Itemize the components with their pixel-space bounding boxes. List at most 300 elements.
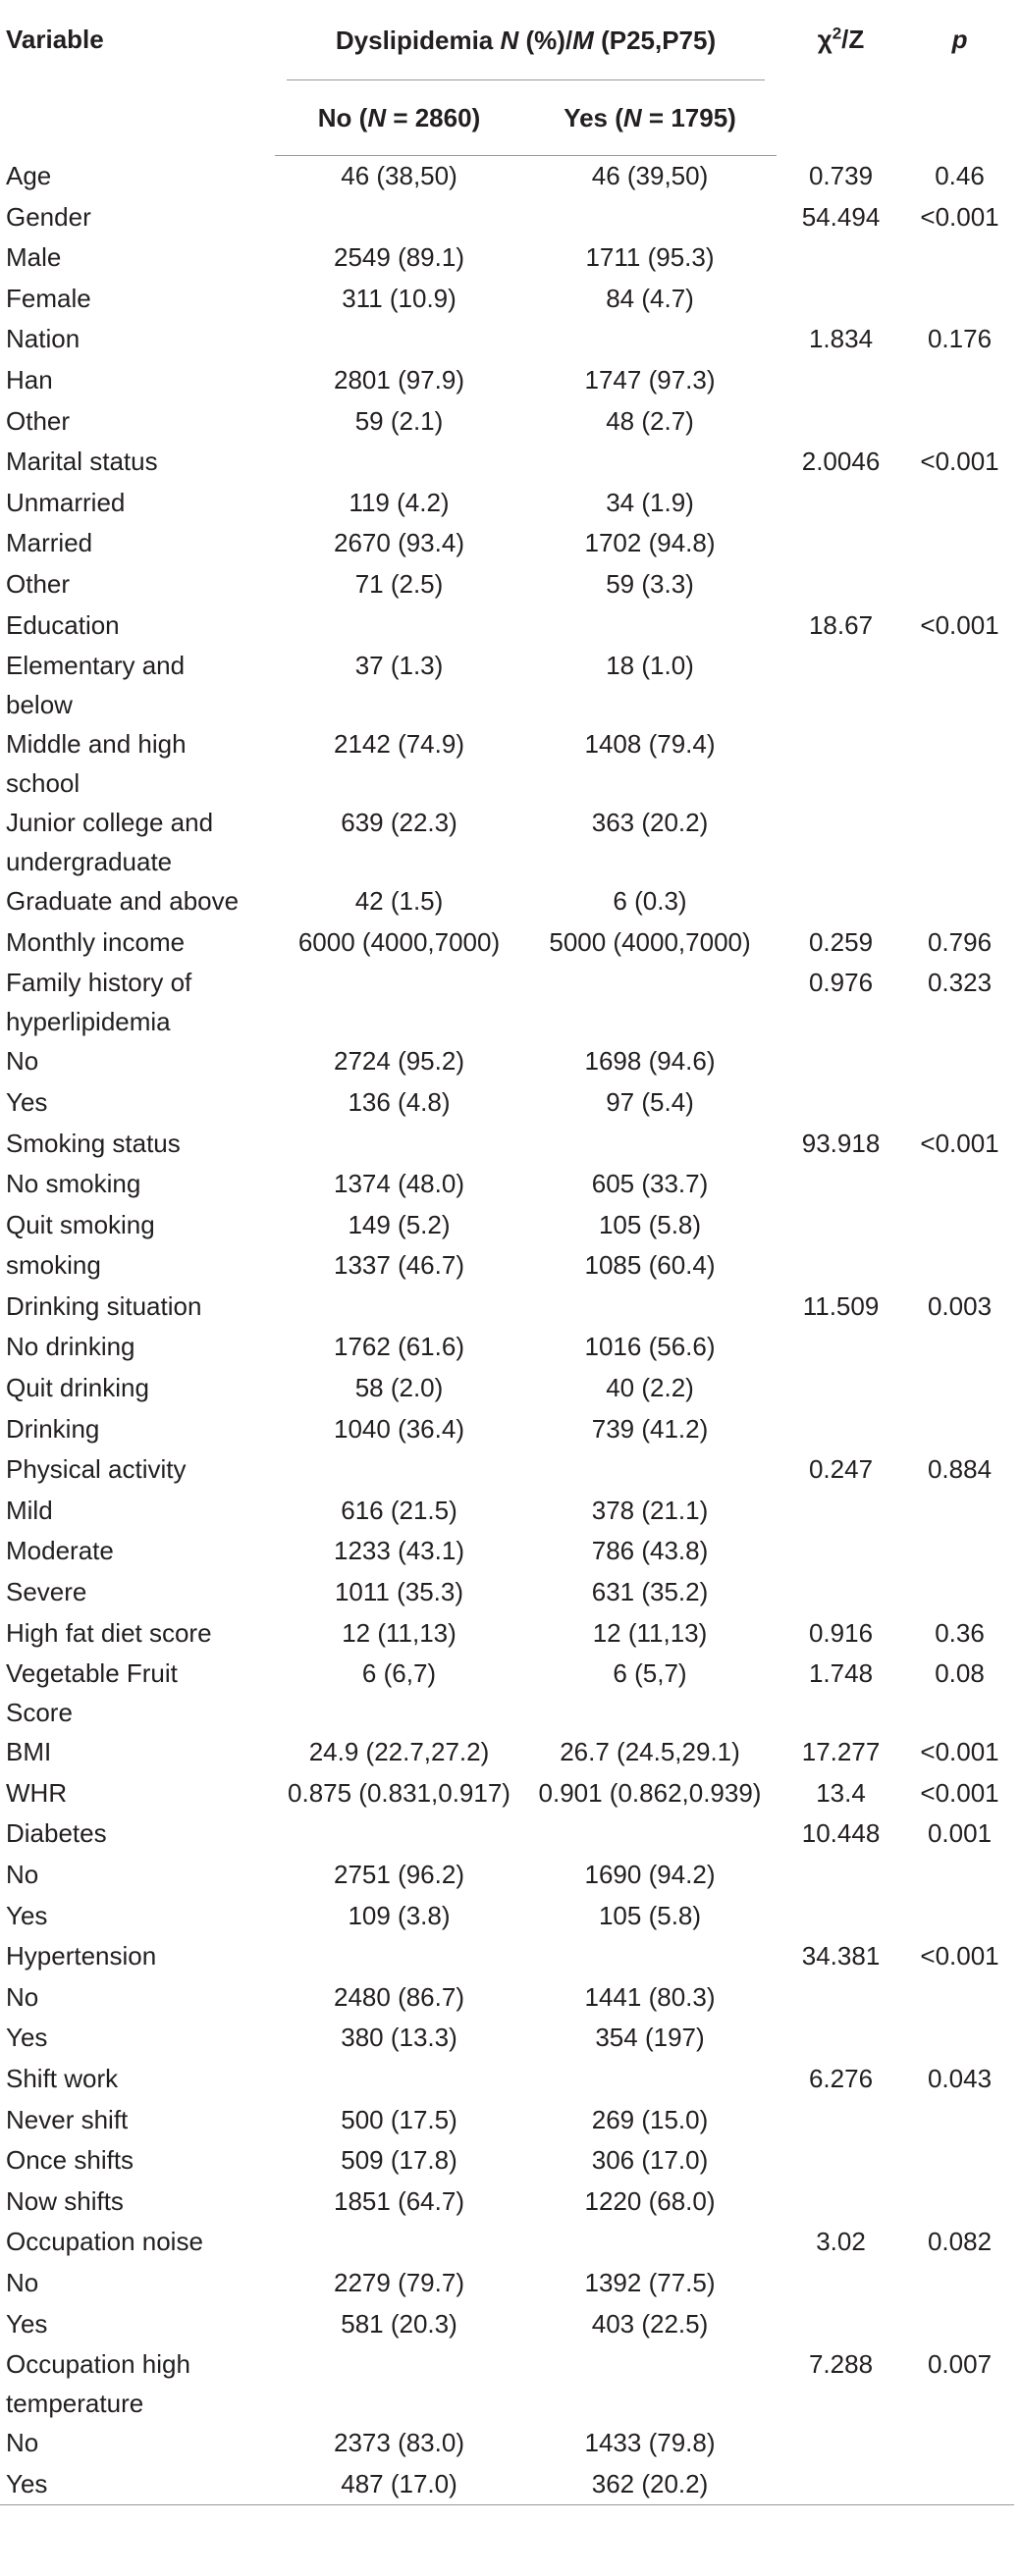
row-no-value: 59 (2.1): [354, 405, 444, 436]
table-row: [0, 2222, 1014, 2263]
row-no-value: [275, 442, 523, 483]
table-row: [0, 1654, 1014, 1732]
row-statistic: 2.0046: [801, 447, 881, 477]
table-row: [0, 1814, 1014, 1855]
row-variable: No: [6, 2428, 39, 2458]
table-row: [0, 2140, 1014, 2182]
row-variable: Elementary and below: [6, 651, 186, 720]
table-row: [0, 2423, 1014, 2464]
row-yes-value: 786 (43.8): [591, 1536, 709, 1566]
row-statistic: 11.509: [802, 1290, 880, 1321]
row-yes-value: [523, 1124, 777, 1165]
row-variable: Occupation noise: [6, 2227, 203, 2257]
row-p-value: [905, 2100, 1014, 2141]
row-yes-value: [523, 1287, 777, 1328]
row-p-value: [905, 523, 1014, 564]
row-p-value: [905, 564, 1014, 605]
row-variable: Junior college and undergraduate: [6, 808, 214, 877]
row-statistic: 93.918: [801, 1128, 881, 1158]
row-statistic: [777, 1164, 905, 1205]
row-statistic: [777, 1531, 905, 1572]
row-p-value: <0.001: [920, 1941, 999, 1971]
row-no-value: [275, 319, 523, 360]
table-row: [0, 237, 1014, 279]
row-no-value: 1762 (61.6): [334, 1332, 464, 1362]
row-no-value: 2549 (89.1): [334, 242, 464, 273]
row-statistic: [777, 1855, 905, 1896]
row-no-value: 500 (17.5): [341, 2104, 457, 2134]
row-yes-value: 105 (5.8): [598, 1209, 702, 1239]
row-variable: Drinking situation: [6, 1290, 202, 1321]
row-yes-value: [523, 319, 777, 360]
row-statistic: [777, 2263, 905, 2304]
row-no-value: 119 (4.2): [349, 487, 450, 517]
row-variable: Other: [6, 568, 71, 599]
row-statistic: 13.4: [816, 1777, 866, 1808]
row-no-value: 136 (4.8): [348, 1086, 451, 1117]
table-row: [0, 1205, 1014, 1246]
row-no-value: [275, 1936, 523, 1977]
row-no-value: 2373 (83.0): [334, 2428, 464, 2458]
row-p-value: [905, 1572, 1014, 1613]
row-no-value: 1851 (64.7): [334, 2185, 464, 2216]
row-no-value: 0.875 (0.831,0.917): [288, 1777, 510, 1808]
row-statistic: [777, 2182, 905, 2223]
table-row: [0, 1327, 1014, 1368]
table-row: [0, 1773, 1014, 1814]
row-statistic: [777, 360, 905, 401]
row-variable: Occupation high temperature: [6, 2349, 190, 2419]
row-statistic: 0.739: [808, 160, 874, 190]
row-statistic: [777, 401, 905, 443]
row-no-value: 109 (3.8): [348, 1900, 451, 1930]
table-row: [0, 1531, 1014, 1572]
row-p-value: 0.36: [935, 1617, 985, 1648]
row-statistic: [777, 1572, 905, 1613]
row-no-value: [275, 605, 523, 647]
row-no-value: 311 (10.9): [342, 283, 457, 313]
row-yes-value: [523, 2344, 777, 2423]
row-statistic: [777, 1409, 905, 1450]
table-row: [0, 401, 1014, 443]
row-p-value: <0.001: [920, 1128, 999, 1158]
row-p-value: 0.043: [927, 2063, 993, 2093]
row-yes-value: [523, 2059, 777, 2100]
row-statistic: [777, 1082, 905, 1124]
row-no-value: [275, 1814, 523, 1855]
header-variable: Variable: [6, 25, 104, 54]
row-p-value: [905, 1896, 1014, 1937]
table-row: [0, 1124, 1014, 1165]
row-no-value: [275, 1449, 523, 1491]
row-p-value: 0.46: [935, 160, 985, 190]
row-no-value: 581 (20.3): [341, 2308, 457, 2339]
row-p-value: 0.796: [927, 926, 993, 957]
table-row: [0, 1449, 1014, 1491]
row-statistic: [777, 881, 905, 922]
row-p-value: [905, 724, 1014, 803]
row-statistic: [777, 279, 905, 320]
row-variable: No: [6, 2267, 39, 2297]
row-p-value: 0.003: [927, 1290, 993, 1321]
row-yes-value: 97 (5.4): [606, 1086, 694, 1117]
row-statistic: [777, 2423, 905, 2464]
row-variable: Han: [6, 364, 53, 394]
row-yes-value: 631 (35.2): [591, 1577, 709, 1607]
row-yes-value: 1433 (79.8): [584, 2428, 716, 2458]
row-yes-value: [523, 605, 777, 647]
row-yes-value: [523, 1814, 777, 1855]
row-no-value: 2480 (86.7): [334, 1981, 464, 2012]
row-p-value: [905, 1041, 1014, 1082]
row-statistic: [777, 2140, 905, 2182]
row-yes-value: [523, 1449, 777, 1491]
row-statistic: [777, 646, 905, 724]
table-row: [0, 1936, 1014, 1977]
table-row: [0, 605, 1014, 647]
row-variable: Once shifts: [6, 2145, 134, 2176]
row-yes-value: 1220 (68.0): [584, 2185, 716, 2216]
row-statistic: 17.277: [801, 1737, 881, 1767]
row-p-value: [905, 646, 1014, 724]
row-statistic: 7.288: [808, 2349, 874, 2380]
row-p-value: [905, 2423, 1014, 2464]
row-variable: Married: [6, 528, 93, 558]
row-no-value: 2751 (96.2): [334, 1860, 464, 1889]
row-p-value: <0.001: [920, 1737, 999, 1767]
row-variable: Age: [6, 160, 52, 190]
row-no-value: 2279 (79.7): [334, 2267, 464, 2297]
row-p-value: [905, 1368, 1014, 1409]
header-no-group: No (N = 2860): [275, 80, 523, 156]
row-variable: Smoking status: [6, 1128, 181, 1158]
row-yes-value: 40 (2.2): [606, 1373, 694, 1403]
row-yes-value: 18 (1.0): [606, 651, 694, 681]
row-statistic: 18.67: [808, 609, 874, 640]
table-row: [0, 564, 1014, 605]
table-row: [0, 1287, 1014, 1328]
table-row: [0, 2464, 1014, 2505]
row-p-value: 0.001: [927, 1818, 993, 1849]
table-row: [0, 1613, 1014, 1655]
row-variable: No: [6, 1860, 39, 1889]
row-statistic: [777, 1977, 905, 2019]
table-row: [0, 963, 1014, 1041]
row-statistic: 6.276: [808, 2063, 874, 2093]
row-statistic: [777, 1491, 905, 1532]
row-yes-value: [523, 963, 777, 1041]
row-no-value: 2801 (97.9): [334, 364, 464, 394]
row-no-value: [275, 2344, 523, 2423]
row-p-value: [905, 2140, 1014, 2182]
row-yes-value: 1702 (94.8): [584, 528, 716, 558]
row-statistic: 1.748: [808, 1658, 874, 1689]
row-yes-value: 363 (20.2): [591, 808, 709, 838]
row-variable: Hypertension: [6, 1941, 157, 1971]
table-row: [0, 922, 1014, 964]
row-statistic: [777, 2464, 905, 2505]
row-variable: Graduate and above: [6, 886, 240, 917]
row-p-value: 0.082: [927, 2227, 993, 2257]
row-yes-value: 48 (2.7): [606, 405, 694, 436]
header-dyslipidemia-group: Dyslipidemia N (%)/M (P25,P75): [275, 0, 777, 80]
table-row: [0, 1896, 1014, 1937]
row-yes-value: [523, 1936, 777, 1977]
row-yes-value: 605 (33.7): [591, 1169, 709, 1199]
row-statistic: 0.916: [808, 1617, 874, 1648]
row-p-value: [905, 1164, 1014, 1205]
row-statistic: [777, 1205, 905, 1246]
table-row: [0, 483, 1014, 524]
table-row: [0, 1164, 1014, 1205]
row-no-value: [275, 197, 523, 238]
table-row: [0, 319, 1014, 360]
row-no-value: 616 (21.5): [341, 1495, 457, 1525]
row-variable: WHR: [6, 1777, 68, 1808]
row-no-value: 149 (5.2): [348, 1209, 451, 1239]
row-yes-value: 12 (11,13): [592, 1617, 708, 1648]
table-row: [0, 2100, 1014, 2141]
row-yes-value: 46 (39,50): [591, 161, 709, 190]
row-no-value: 1011 (35.3): [334, 1577, 464, 1607]
row-yes-value: 1085 (60.4): [584, 1250, 716, 1281]
row-yes-value: 59 (3.3): [606, 568, 694, 599]
row-p-value: [905, 2304, 1014, 2345]
table-row: [0, 2304, 1014, 2345]
row-p-value: <0.001: [920, 447, 999, 477]
row-statistic: 3.02: [816, 2227, 866, 2257]
row-no-value: 2724 (95.2): [334, 1046, 464, 1077]
row-p-value: 0.007: [927, 2349, 993, 2380]
row-yes-value: 1408 (79.4): [584, 729, 716, 760]
row-p-value: [905, 1855, 1014, 1896]
table-row: [0, 2059, 1014, 2100]
row-no-value: 2670 (93.4): [334, 528, 464, 558]
row-p-value: [905, 1491, 1014, 1532]
row-yes-value: 26.7 (24.5,29.1): [560, 1737, 740, 1767]
row-variable: Mild: [6, 1495, 53, 1525]
table-row: [0, 724, 1014, 803]
row-variable: Yes: [6, 1900, 48, 1930]
row-yes-value: 105 (5.8): [598, 1900, 702, 1930]
row-yes-value: 354 (197): [595, 2023, 705, 2053]
row-no-value: 1374 (48.0): [334, 1169, 464, 1199]
table-row: [0, 1977, 1014, 2019]
row-no-value: 71 (2.5): [354, 568, 444, 599]
row-statistic: [777, 523, 905, 564]
row-no-value: 1040 (36.4): [334, 1413, 464, 1444]
row-variable: High fat diet score: [6, 1617, 212, 1648]
row-yes-value: [523, 197, 777, 238]
row-variable: smoking: [6, 1250, 101, 1281]
row-statistic: [777, 1896, 905, 1937]
row-p-value: 0.08: [935, 1658, 985, 1689]
row-yes-value: 1441 (80.3): [584, 1981, 716, 2012]
row-statistic: 54.494: [801, 201, 881, 232]
table-row: [0, 2182, 1014, 2223]
header-yes-group: Yes (N = 1795): [523, 80, 777, 156]
table-row: [0, 2018, 1014, 2059]
row-no-value: [275, 1124, 523, 1165]
row-statistic: 1.834: [808, 324, 874, 354]
row-p-value: <0.001: [920, 201, 999, 232]
row-p-value: <0.001: [920, 1777, 999, 1808]
row-variable: Family history of hyperlipidemia: [6, 968, 192, 1037]
row-yes-value: 1016 (56.6): [584, 1332, 716, 1362]
row-no-value: [275, 963, 523, 1041]
table-body: [0, 156, 1014, 2505]
row-variable: Gender: [6, 201, 91, 232]
row-yes-value: 1698 (94.6): [584, 1046, 716, 1077]
row-p-value: [905, 1245, 1014, 1287]
table-row: [0, 2344, 1014, 2423]
row-p-value: 0.176: [927, 324, 993, 354]
table-row: [0, 1732, 1014, 1773]
row-yes-value: 6 (0.3): [613, 886, 687, 917]
row-p-value: [905, 1409, 1014, 1450]
row-p-value: [905, 2018, 1014, 2059]
row-variable: Middle and high school: [6, 729, 187, 799]
table-row: [0, 197, 1014, 238]
table-row: [0, 156, 1014, 197]
table-row: [0, 646, 1014, 724]
row-yes-value: 0.901 (0.862,0.939): [538, 1777, 762, 1808]
row-statistic: 0.247: [808, 1454, 874, 1485]
row-variable: No drinking: [6, 1332, 135, 1362]
row-variable: Monthly income: [6, 926, 186, 957]
row-variable: Now shifts: [6, 2185, 124, 2216]
header-p-value: p: [951, 25, 968, 54]
row-p-value: [905, 237, 1014, 279]
row-yes-value: 1690 (94.2): [584, 1860, 716, 1889]
row-yes-value: 378 (21.1): [591, 1495, 709, 1525]
table-row: [0, 1041, 1014, 1082]
table-row: [0, 1082, 1014, 1124]
row-statistic: [777, 483, 905, 524]
row-statistic: [777, 2304, 905, 2345]
table-row: [0, 279, 1014, 320]
row-variable: Never shift: [6, 2104, 129, 2134]
row-statistic: [777, 1245, 905, 1287]
row-yes-value: 403 (22.5): [591, 2308, 709, 2339]
row-statistic: [777, 1327, 905, 1368]
row-no-value: 37 (1.3): [354, 651, 444, 681]
row-statistic: 34.381: [801, 1941, 881, 1971]
row-p-value: [905, 1082, 1014, 1124]
row-p-value: [905, 881, 1014, 922]
row-variable: Male: [6, 242, 62, 273]
row-statistic: 0.976: [808, 968, 874, 998]
row-variable: Marital status: [6, 447, 158, 477]
row-variable: Quit drinking: [6, 1373, 149, 1403]
row-no-value: 24.9 (22.7,27.2): [308, 1737, 490, 1767]
row-yes-value: 1747 (97.3): [584, 364, 716, 394]
row-p-value: 0.323: [927, 968, 993, 998]
row-statistic: [777, 237, 905, 279]
row-no-value: [275, 2222, 523, 2263]
row-no-value: 487 (17.0): [275, 2464, 523, 2505]
row-yes-value: 84 (4.7): [606, 283, 694, 313]
table-row: [0, 2263, 1014, 2304]
table-row: [0, 1572, 1014, 1613]
row-p-value: <0.001: [920, 609, 999, 640]
row-no-value: 6000 (4000,7000): [297, 926, 501, 957]
table-row: [0, 1368, 1014, 1409]
row-statistic: [777, 1041, 905, 1082]
row-statistic: 10.448: [801, 1818, 881, 1849]
table-row: [0, 1245, 1014, 1287]
row-p-value: [905, 1327, 1014, 1368]
table-row: [0, 1409, 1014, 1450]
row-p-value: [905, 1531, 1014, 1572]
row-p-value: [905, 279, 1014, 320]
row-yes-value: 306 (17.0): [591, 2145, 709, 2176]
row-no-value: 1233 (43.1): [334, 1536, 464, 1566]
row-p-value: [905, 1977, 1014, 2019]
row-variable: Education: [6, 609, 120, 640]
table-row: [0, 1491, 1014, 1532]
row-yes-value: [523, 442, 777, 483]
header-statistic: $\chi^2/Z$: [817, 24, 865, 54]
row-no-value: [275, 2059, 523, 2100]
row-variable: Vegetable Fruit Score: [6, 1658, 178, 1728]
row-variable: No: [6, 1046, 39, 1077]
row-variable: Yes: [0, 2464, 275, 2505]
row-p-value: [905, 401, 1014, 443]
row-no-value: 639 (22.3): [341, 808, 457, 838]
row-p-value: [905, 483, 1014, 524]
row-p-value: [905, 803, 1014, 881]
table-header: [0, 0, 1014, 156]
row-p-value: [905, 2182, 1014, 2223]
row-statistic: [777, 1368, 905, 1409]
row-p-value: [905, 360, 1014, 401]
table-row: [0, 360, 1014, 401]
row-variable: Other: [6, 405, 71, 436]
row-p-value: [905, 2263, 1014, 2304]
row-no-value: 46 (38,50): [341, 161, 457, 190]
row-p-value: [905, 2464, 1014, 2505]
row-variable: Yes: [6, 2023, 48, 2053]
row-variable: Yes: [6, 1086, 48, 1117]
row-statistic: [777, 564, 905, 605]
row-variable: Physical activity: [6, 1454, 187, 1485]
row-yes-value: 1711 (95.3): [585, 242, 715, 273]
row-yes-value: 362 (20.2): [523, 2464, 777, 2505]
row-variable: Quit smoking: [6, 1209, 155, 1239]
row-variable: Female: [6, 283, 91, 313]
row-variable: Unmarried: [6, 487, 126, 517]
row-no-value: [275, 1287, 523, 1328]
row-no-value: 6 (6,7): [361, 1658, 437, 1689]
row-statistic: [777, 803, 905, 881]
row-no-value: 1337 (46.7): [334, 1250, 464, 1281]
row-variable: BMI: [6, 1737, 52, 1767]
row-statistic: [777, 2100, 905, 2141]
table-row: [0, 881, 1014, 922]
row-variable: Moderate: [6, 1536, 114, 1566]
table-row: [0, 803, 1014, 881]
row-yes-value: 34 (1.9): [606, 487, 694, 517]
row-yes-value: 269 (15.0): [591, 2104, 709, 2134]
row-p-value: 0.884: [927, 1454, 993, 1485]
row-variable: No: [6, 1981, 39, 2012]
row-variable: Nation: [6, 324, 81, 354]
row-variable: Shift work: [6, 2063, 119, 2093]
row-no-value: 380 (13.3): [341, 2023, 457, 2053]
row-yes-value: 6 (5,7): [613, 1658, 687, 1689]
row-variable: Severe: [6, 1577, 87, 1607]
